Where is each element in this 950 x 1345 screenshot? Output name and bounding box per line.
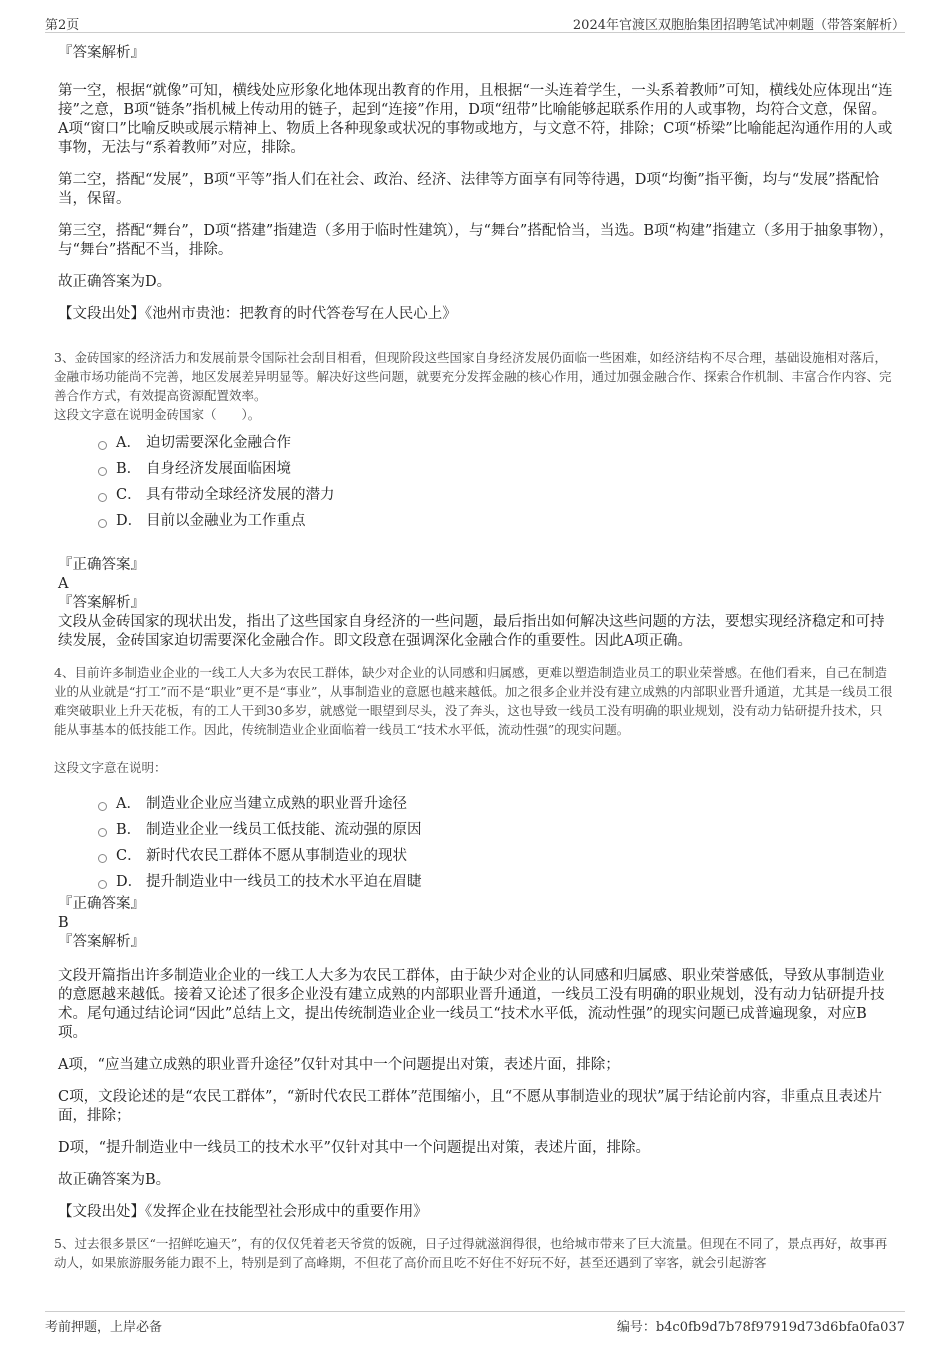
q4-option-b[interactable]: B． 制造业企业一线员工低技能、流动强的原因 <box>98 817 894 843</box>
page-number: 第2页 <box>45 18 80 33</box>
q4-analysis-p1: 文段开篇指出许多制造业企业的一线工人大多为农民工群体，由于缺少对企业的认同感和归属感、职业荣誉感低，导致从事制造业的意愿越来越低。接着又论述了很多企业没有建立成熟的内部职业晋升通道，一线员工没有明确的职业规划，没有动力钻研提升技术。尾句通过结论词“因此”总结上文，提出传统制造业企业一线员工“技术水平低，流动性强”的现实问题已成普遍现象，对应B项。 <box>58 968 885 1041</box>
q4-analysis-p3: C项，文段论述的是“农民工群体”，“新时代农民工群体”范围缩小，且“不愿从事制造业的现状”属于结论前内容，非重点且表述片面，排除； <box>58 1089 883 1124</box>
q3-option-a[interactable]: A． 迫切需要深化金融合作 <box>98 430 894 456</box>
q2-analysis-p2: 第二空，搭配“发展”，B项“平等”指人们在社会、政治、经济、法律等方面享有同等待遇，D项“均衡”指平衡，均与“发展”搭配恰当，保留。 <box>58 172 880 207</box>
footer-slogan: 考前押题，上岸必备 <box>45 1320 163 1335</box>
page-footer <box>45 1311 905 1334</box>
q2-source: 【文段出处】《池州市贵池：把教育的时代答卷写在人民心上》 <box>58 306 457 322</box>
q4-options <box>98 791 894 895</box>
q2-analysis-p3: 第三空，搭配“舞台”，D项“搭建”指建造（多用于临时性建筑），与“舞台”搭配恰当，当选。B项“构建”指建立（多用于抽象事物），与“舞台”搭配不当，排除。 <box>58 223 894 258</box>
q2-analysis-p1: 第一空，根据“就像”可知，横线处应形象化地体现出教育的作用，且根据“一头连着学生，一头系着教师”可知，横线处应体现出“连接”之意，B项“链条”指机械上传动用的链子，起到“连接”作用，D项“纽带”比喻能够起联系作用的人或事物，均符合文意，保留。A项“窗口”比喻反映或展示精神上、物质上各种现象或状况的事物或地方，与文意不符，排除；C项“桥梁”比喻能起沟通作用的人或事物，无法与“系着教师”对应，排除。 <box>58 83 893 156</box>
q3-question: 这段文字意在说明金砖国家（ ）。 <box>54 407 261 422</box>
radio-icon[interactable] <box>98 519 107 528</box>
q2-analysis-label: 『答案解析』 <box>58 45 145 61</box>
q4-analysis-p2: A项，“应当建立成熟的职业晋升途径”仅针对其中一个问题提出对策，表述片面，排除； <box>58 1057 620 1073</box>
radio-icon[interactable] <box>98 467 107 476</box>
q3-analysis: 文段从金砖国家的现状出发，指出了这些国家自身经济的一些问题，最后指出如何解决这些问题的方法，要想实现经济稳定和可持续发展，金砖国家迫切需要深化金融合作。即文段意在强调深化金融合作的重要性。因此A项正确。 <box>58 614 885 649</box>
page-content <box>54 44 894 1272</box>
q4-answer-label: 『正确答案』 <box>58 896 145 912</box>
radio-icon[interactable] <box>98 802 107 811</box>
q5-stem: 5、过去很多景区“一招鲜吃遍天”，有的仅仅凭着老天爷赏的饭碗，日子过得就滋润得很，也给城市带来了巨大流量。但现在不同了，景点再好，故事再动人，如果旅游服务能力跟不上，特别是到了高峰期，不但花了高价而且吃不好住不好玩不好，甚至还遇到了宰客，就会引起游客 <box>54 1236 888 1270</box>
q4-option-d[interactable]: D． 提升制造业中一线员工的技术水平迫在眉睫 <box>98 869 894 895</box>
q4-option-a[interactable]: A． 制造业企业应当建立成熟的职业晋升途径 <box>98 791 894 817</box>
q3-option-d[interactable]: D． 目前以金融业为工作重点 <box>98 508 894 534</box>
document-code: 编号：b4c0fb9d7b78f97919d73d6bfa0fa037 <box>616 1320 905 1335</box>
q4-source: 【文段出处】《发挥企业在技能型社会形成中的重要作用》 <box>58 1204 428 1220</box>
q3-answer-label: 『正确答案』 <box>58 557 145 573</box>
q3-analysis-label: 『答案解析』 <box>58 595 145 611</box>
page-header <box>45 12 905 33</box>
radio-icon[interactable] <box>98 828 107 837</box>
q4-question: 这段文字意在说明： <box>54 760 167 775</box>
q4-stem: 4、目前许多制造业企业的一线工人大多为农民工群体，缺少对企业的认同感和归属感，更难以塑造制造业员工的职业荣誉感。在他们看来，自己在制造业的从业就是“打工”而不是“职业”更不是“事业”，从事制造业的意愿也越来越低。加之很多企业并没有建立成熟的内部职业晋升通道，尤其是一线员工很难突破职业上升天花板，有的工人干到30多岁，就感觉一眼望到尽头，没了奔头，这也导致一线员工没有明确的职业规划，没有动力钻研提升技术，只能从事基本的低技能工作。因此，传统制造业企业面临着一线员工“技术水平低，流动性强”的现实问题。 <box>54 665 893 737</box>
q3-option-c[interactable]: C． 具有带动全球经济发展的潜力 <box>98 482 894 508</box>
q3-stem: 3、金砖国家的经济活力和发展前景令国际社会刮目相看，但现阶段这些国家自身经济发展仍面临一些困难，如经济结构不尽合理，基础设施相对落后，金融市场功能尚不完善，地区发展差异明显等。解决好这些问题，就要充分发挥金融的核心作用，通过加强金融合作、探索合作机制、丰富合作内容、完善合作方式，有效提高资源配置效率。 <box>54 350 892 403</box>
q2-conclusion: 故正确答案为D。 <box>58 274 172 290</box>
q4-analysis-p4: D项，“提升制造业中一线员工的技术水平”仅针对其中一个问题提出对策，表述片面，排除。 <box>58 1140 650 1156</box>
radio-icon[interactable] <box>98 854 107 863</box>
document-title: 2024年官渡区双胞胎集团招聘笔试冲刺题（带答案解析） <box>572 18 905 33</box>
q4-conclusion: 故正确答案为B。 <box>58 1172 171 1188</box>
q3-options <box>98 430 894 534</box>
q4-option-c[interactable]: C． 新时代农民工群体不愿从事制造业的现状 <box>98 843 894 869</box>
q3-answer: A <box>58 576 69 592</box>
radio-icon[interactable] <box>98 441 107 450</box>
radio-icon[interactable] <box>98 880 107 889</box>
q3-option-b[interactable]: B． 自身经济发展面临困境 <box>98 456 894 482</box>
q4-analysis-label: 『答案解析』 <box>58 934 145 950</box>
q4-answer: B <box>58 915 69 931</box>
radio-icon[interactable] <box>98 493 107 502</box>
